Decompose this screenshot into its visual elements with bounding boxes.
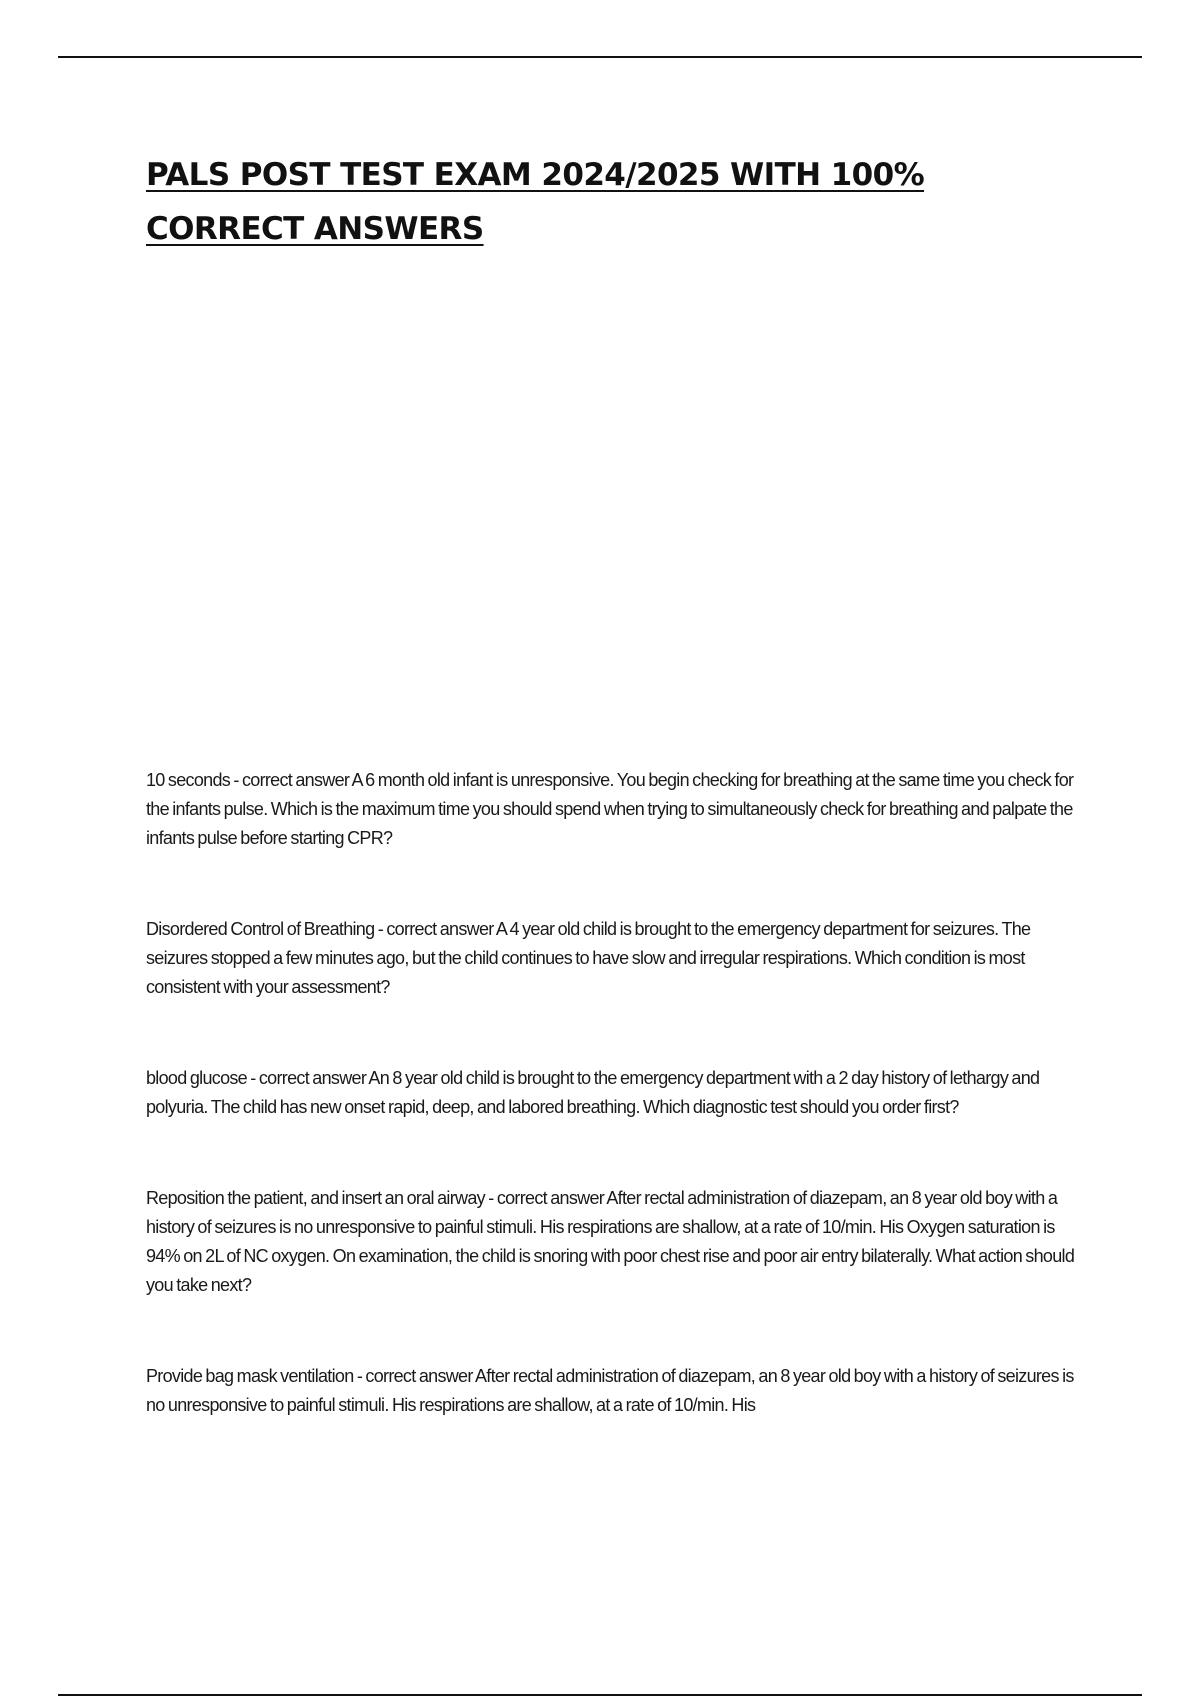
header-rule [58, 56, 1142, 58]
qa-item-4: Reposition the patient, and insert an oral airway - correct answer After rectal administration of diazepam, an 8 year old boy with a history of seizures is no unresponsive to painful stimuli. His respirations are shallow, at a rate of 10/min. His Oxygen saturation is 94% on 2L of NC oxygen. On examination, the child is snoring with poor chest rise and poor air entry bilaterally. What action should you take next? [146, 1188, 1075, 1295]
qa-item-2: Disordered Control of Breathing - correct answer A 4 year old child is brought to the emergency department for seizures. The seizures stopped a few minutes ago, but the child continues to have slow and irregular respirations. Which condition is most consistent with your assessment? [146, 919, 1031, 997]
footer-rule [58, 1694, 1142, 1696]
question-answer-list [146, 766, 1086, 1420]
qa-item-3: blood glucose - correct answer An 8 year old child is brought to the emergency department with a 2 day history of lethargy and polyuria. The child has new onset rapid, deep, and labored breathing. Which diagnostic test should you order first? [146, 1068, 1040, 1117]
qa-item-1: 10 seconds - correct answer A 6 month old infant is unresponsive. You begin checking for breathing at the same time you check for the infants pulse. Which is the maximum time you should spend when trying to simultaneously check for breathing and palpate the infants pulse before starting CPR? [146, 770, 1074, 848]
document-title: PALS POST TEST EXAM 2024/2025 WITH 100% CORRECT ANSWERS [146, 157, 925, 247]
qa-item-5: Provide bag mask ventilation - correct answer After rectal administration of diazepam, an 8 year old boy with a history of seizures is no unresponsive to painful stimuli. His respirations are shallow, at a rate of 10/min. His [146, 1366, 1074, 1415]
